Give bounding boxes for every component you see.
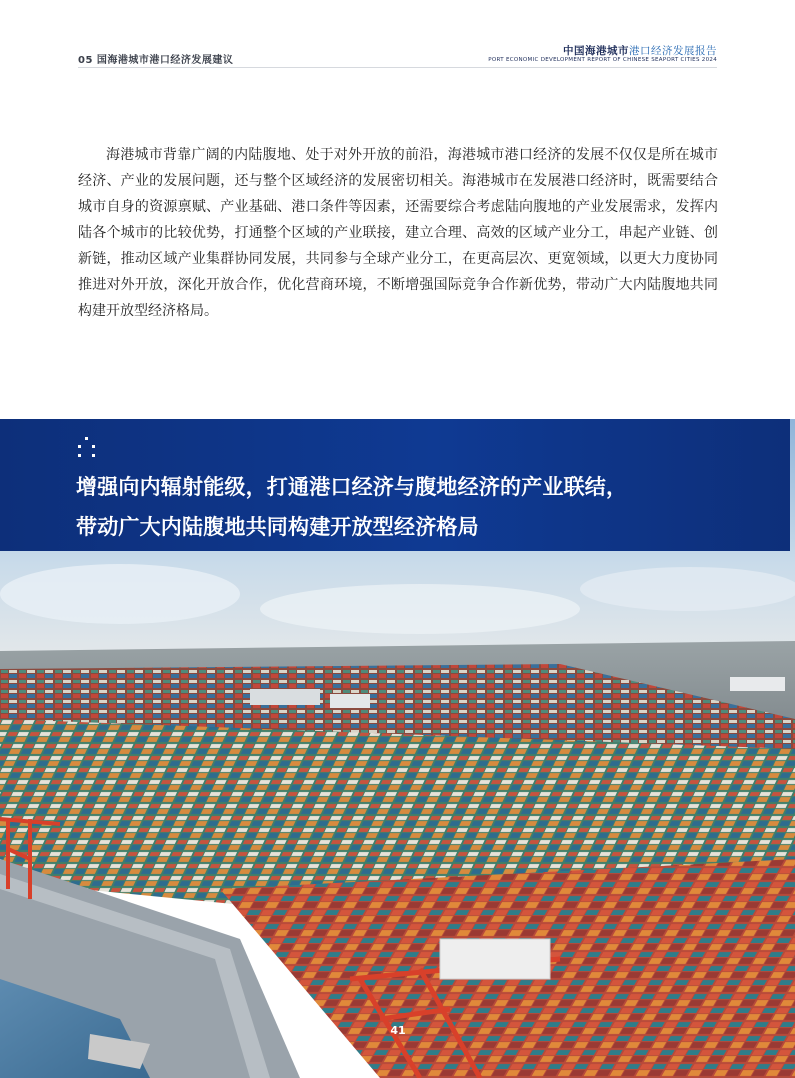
report-title xyxy=(563,43,717,58)
banner-title-line2: 带动广大内陆腹地共同构建开放型经济格局 xyxy=(76,515,479,539)
body-paragraph: 海港城市背靠广阔的内陆腹地、处于对外开放的前沿，海港城市港口经济的发展不仅仅是所在城市经济、产业的发展问题，还与整个区域经济的发展密切相关。海港城市在发展港口经济时，既需要结合城市自身的资源禀赋、产业基础、港口条件等因素，还需要综合考虑陆向腹地的产业发展需求，发挥内陆各个城市的比较优势，打通整个区域的产业联接，建立合理、高效的区域产业分工，串起产业链、创新链，推动区域产业集群协同发展，共同参与全球产业分工，在更高层次、更宽领域，以更大力度协同推进对外开放，深化开放合作，优化营商环境，不断增强国际竞争合作新优势，带动广大内陆腹地共同构建开放型经济格局。 xyxy=(78,147,718,319)
dots-icon xyxy=(76,437,98,459)
header-divider xyxy=(78,67,717,68)
report-title-strong: 中国海港城市 xyxy=(563,45,629,57)
report-title-english: PORT ECONOMIC DEVELOPMENT REPORT OF CHINESE SEAPORT CITIES 2024 xyxy=(488,57,717,63)
section-heading: 05 国海港城市港口经济发展建议 xyxy=(78,55,234,66)
banner-title-line1: 增强向内辐射能级，打通港口经济与腹地经济的产业联结， xyxy=(76,475,628,499)
report-title-rest: 港口经济发展报告 xyxy=(629,45,717,57)
page-number: 41 xyxy=(390,1024,406,1037)
